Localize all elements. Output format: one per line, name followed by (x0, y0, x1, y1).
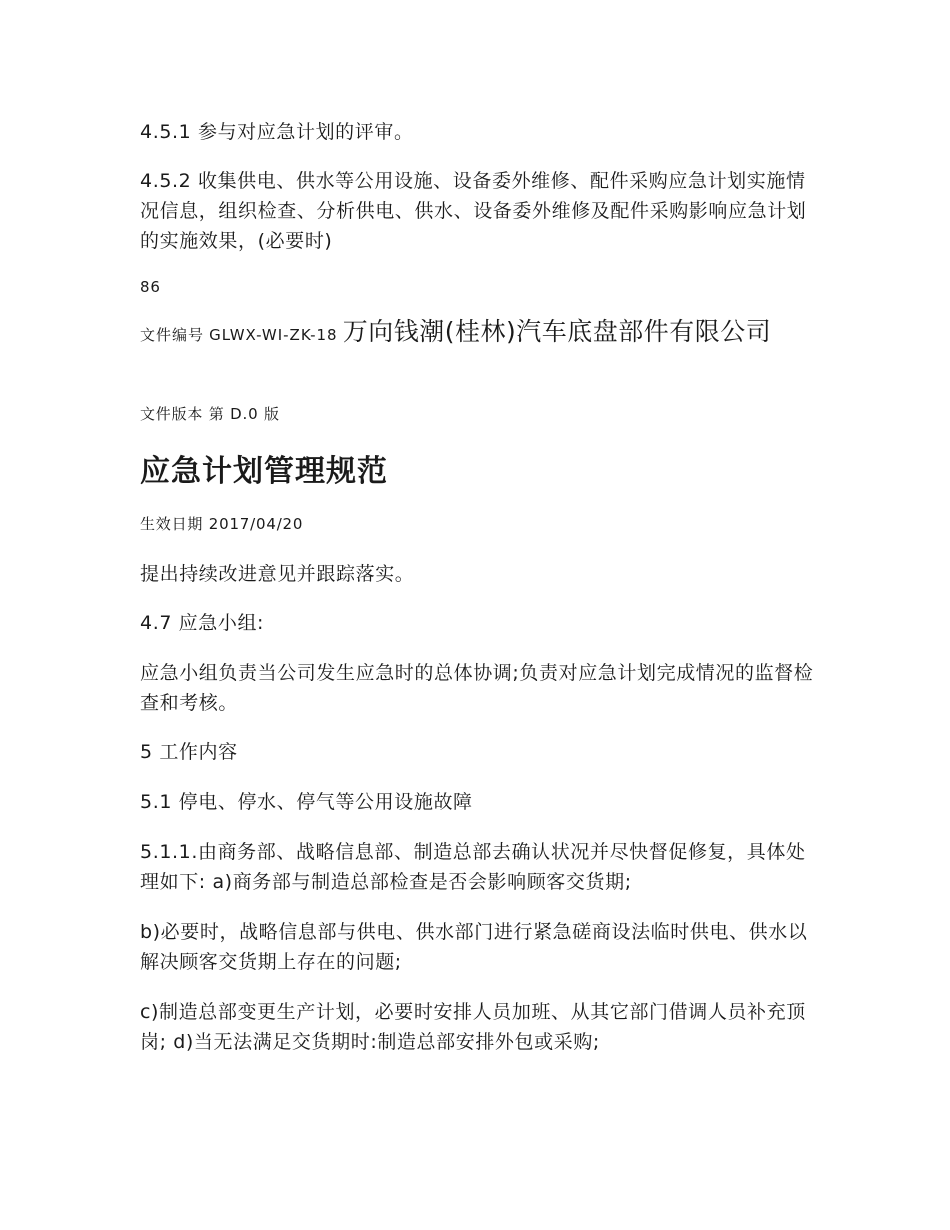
paragraph-item-c-d: c)制造总部变更生产计划，必要时安排人员加班、从其它部门借调人员补充顶岗; d)当无法满足交货期时:制造总部安排外包或采购; (140, 1001, 806, 1053)
document-title: 应急计划管理规范 (140, 454, 388, 489)
doc-number-label: 文件编号 (140, 326, 205, 344)
section-4-5-1: 4.5.1 参与对应急计划的评审。 (140, 121, 414, 143)
effective-label: 生效日期 (140, 515, 204, 533)
effective-date-line (140, 513, 820, 535)
company-name: 万向钱潮(桂林)汽车底盘部件有限公司 (342, 317, 772, 346)
effective-date: 2017/04/20 (208, 515, 304, 533)
section-5-1-heading: 5.1 停电、停水、停气等公用设施故障 (140, 791, 473, 813)
doc-version-line (140, 403, 820, 425)
paragraph-emergency-team: 应急小组负责当公司发生应急时的总体协调;负责对应急计划完成情况的监督检查和考核。 (140, 662, 814, 714)
page-number: 86 (140, 278, 161, 296)
doc-header-line (140, 315, 820, 352)
version-label: 文件版本 (140, 405, 204, 423)
paragraph-improvement: 提出持续改进意见并跟踪落实。 (140, 563, 415, 585)
paragraph-5-1-1: 5.1.1.由商务部、战略信息部、制造总部去确认状况并尽快督促修复，具体处理如下: a)商务部与制造总部检查是否会影响顾客交货期; (140, 841, 806, 893)
section-4-5-2: 4.5.2 收集供电、供水等公用设施、设备委外维修、配件采购应急计划实施情况信息，组织检查、分析供电、供水、设备委外维修及配件采购影响应急计划的实施效果，(必要时) (140, 170, 807, 252)
doc-number: GLWX-WI-ZK-18 (209, 326, 338, 344)
paragraph-item-b: b)必要时，战略信息部与供电、供水部门进行紧急磋商设法临时供电、供水以解决顾客交货期上存在的问题; (140, 921, 808, 973)
section-5-heading: 5 工作内容 (140, 741, 238, 763)
section-4-7-heading: 4.7 应急小组: (140, 612, 265, 634)
version-value: 第 D.0 版 (208, 405, 280, 423)
